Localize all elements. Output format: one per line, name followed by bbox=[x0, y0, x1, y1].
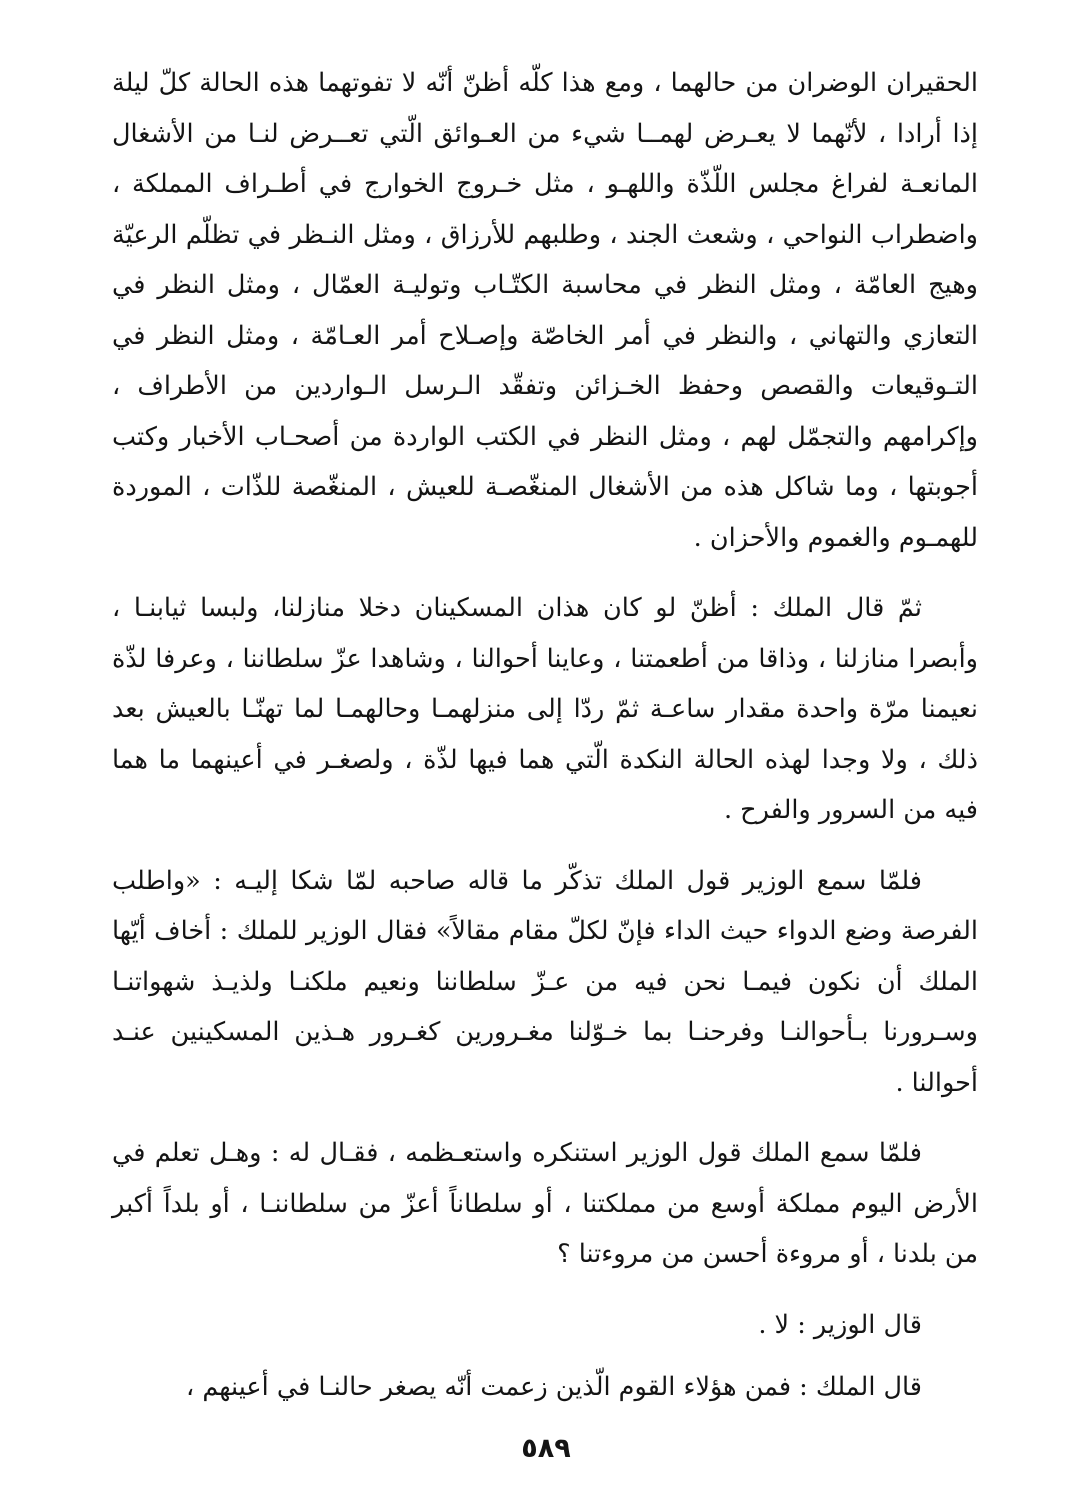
paragraph-6: قال الملك : فمن هؤلاء القوم الّذين زعمت أنّه يصغر حالنـا في أعينهم ، bbox=[185, 1372, 922, 1402]
paragraph-4: فلمّا سمع الملك قول الوزير استنكره واستعـظمه ، فقـال له : وهـل تعلم في الأرض اليوم مملكة أوسع من مملكتنا ، أو سلطاناً أعزّ من سلطاننـا ، أو بلداً أكبر من بلدنا ، أو مروءة أحسن من مروءتنا ؟ bbox=[112, 1138, 978, 1269]
paragraph-1: الحقيران الوضران من حالهما ، ومع هذا كلّه أظنّ أنّه لا تفوتهما هذه الحالة كلّ ليلة إذا أرادا ، لأنّهما لا يعـرض لهمــا شيء من العـوائق الّتي تعــرض لنـا من الأشغال المانعـة لفراغ مجلس اللّذّة واللهـو ، مثل خـروج الخوارج في أطـراف المملكة ، واضطراب النواحي ، وشعث الجند ، وطلبهم للأرزاق ، ومثل النـظر في تظلّم الرعيّة وهيج العامّة ، ومثل النظر في محاسبة الكتّـاب وتوليـة العمّال ، ومثل النظر في التعازي والتهاني ، والنظر في أمر الخاصّة وإصـلاح أمر العـامّة ، ومثل النظر في التـوقيعات والقصص وحفظ الخـزائن وتفقّد الـرسل الـواردين من الأطراف ، وإكرامهم والتجمّل لهم ، ومثل النظر في الكتب الواردة من أصحـاب الأخبار وكتب أجوبتها ، وما شاكل هذه من الأشغال المنغّصـة للعيش ، المنغّصة للذّات ، الموردة للهمـوم والغموم والأحزان . bbox=[112, 68, 978, 553]
page-number: ٥٨٩ bbox=[521, 1433, 571, 1464]
document-body bbox=[112, 58, 978, 1433]
paragraph-3: فلمّا سمع الوزير قول الملك تذكّر ما قاله صاحبه لمّا شكا إليـه : «واطلب الفرصة وضع الدواء حيث الداء فإنّ لكلّ مقام مقالاً» فقال الوزير للملك : أخاف أيّها الملك أن نكون فيمـا نحن فيه من عـزّ سلطاننا ونعيم ملكنـا ولذيـذ شهواتنـا وسـرورنا بـأحوالنـا وفرحنـا بما خـوّلنا مغـرورين كغـرور هـذين المسكينين عنـد أحوالنا . bbox=[112, 865, 978, 1098]
paragraph-2: ثمّ قال الملك : أظنّ لو كان هذان المسكينان دخلا منازلنا، ولبسا ثيابنـا ، وأبصرا منازلنا ، وذاقا من أطعمتنا ، وعاينا أحوالنا ، وشاهدا عزّ سلطاننا ، وعرفا لذّة نعيمنا مرّة واحدة مقدار ساعـة ثمّ ردّا إلى منزلهمـا وحالهمـا لما تهنّـا بالعيش بعد ذلك ، ولا وجدا لهذه الحالة النكدة الّتي هما فيها لذّة ، ولصغـر في أعينهما ما هما فيه من السرور والفرح . bbox=[112, 593, 978, 825]
paragraph-5: قال الوزير : لا . bbox=[758, 1309, 922, 1340]
